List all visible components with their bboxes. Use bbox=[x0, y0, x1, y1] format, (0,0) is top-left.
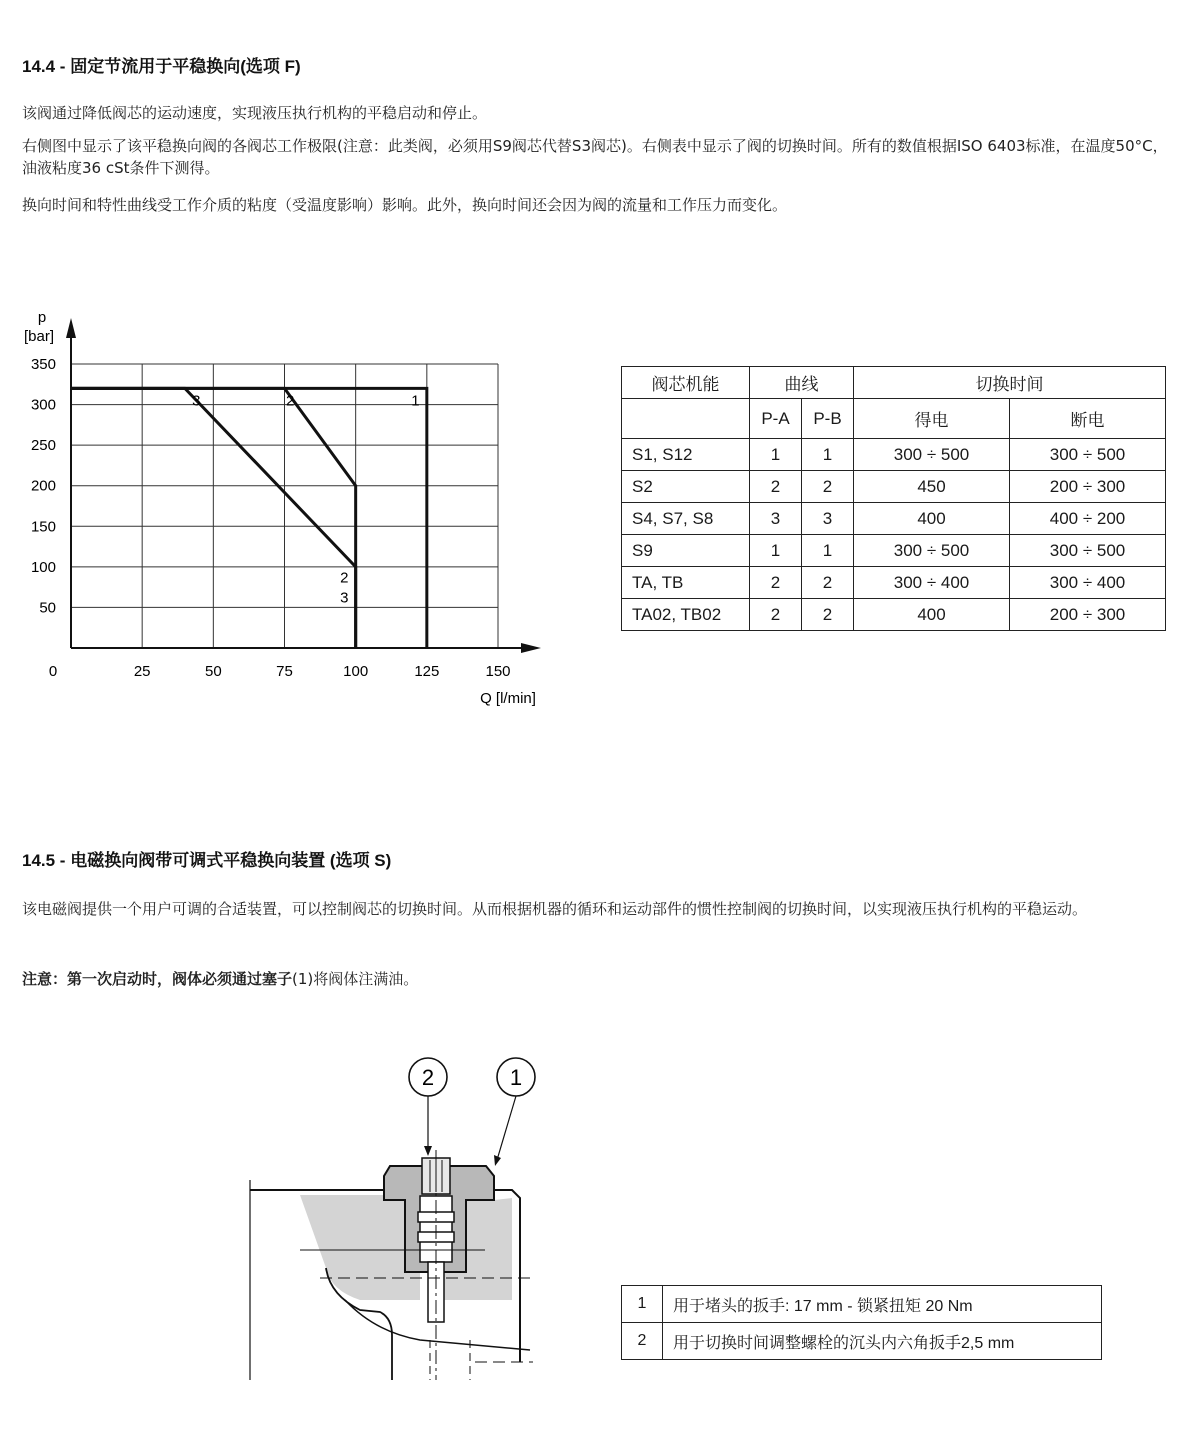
cell-spool: S1, S12 bbox=[622, 439, 750, 471]
cell-energized: 300 ÷ 500 bbox=[854, 535, 1010, 567]
curve-label: 3 bbox=[340, 589, 349, 607]
cell-pb: 2 bbox=[802, 567, 854, 599]
table-row bbox=[622, 535, 1166, 567]
cell-energized: 400 bbox=[854, 503, 1010, 535]
x-tick-label: 50 bbox=[204, 663, 222, 680]
note-first-start bbox=[22, 968, 1172, 990]
x-tick-label: 25 bbox=[133, 663, 151, 680]
cell-energized: 450 bbox=[854, 471, 1010, 503]
table-row bbox=[622, 503, 1166, 535]
valve-section-drawing bbox=[240, 1050, 550, 1385]
body-section-fill bbox=[300, 1195, 420, 1300]
x-tick-label: 125 bbox=[414, 663, 440, 680]
cell-de-energized: 300 ÷ 400 bbox=[1010, 567, 1166, 599]
cell-pa: 2 bbox=[750, 567, 802, 599]
cell-energized: 400 bbox=[854, 599, 1010, 631]
cell-pa: 3 bbox=[750, 503, 802, 535]
header-energized: 得电 bbox=[854, 399, 1010, 439]
y-tick-label: 100 bbox=[30, 558, 56, 576]
cell-energized: 300 ÷ 500 bbox=[854, 439, 1010, 471]
curve-label: 3 bbox=[192, 392, 201, 410]
pressure-flow-chart bbox=[0, 290, 560, 720]
legend-text: 用于切换时间调整螺栓的沉头内六角扳手2,5 mm bbox=[663, 1323, 1102, 1360]
paragraph-solenoid: 该电磁阀提供一个用户可调的合适装置，可以控制阀芯的切换时间。从而根据机器的循环和运动部件的惯性控制阀的切换时间，以实现液压执行机构的平稳运动。 bbox=[22, 900, 1088, 918]
cell-pa: 1 bbox=[750, 535, 802, 567]
section-title-14-5: 14.5 - 电磁换向阀带可调式平稳换向装置 (选项 S) bbox=[22, 851, 392, 870]
chart-series bbox=[71, 388, 427, 648]
callout-1-leader bbox=[497, 1096, 516, 1160]
cell-spool: S2 bbox=[622, 471, 750, 503]
header-pa: P-A bbox=[750, 399, 802, 439]
y-tick-label: 250 bbox=[30, 437, 56, 455]
curve-label: 1 bbox=[411, 392, 420, 410]
legend-text: 用于堵头的扳手: 17 mm - 锁紧扭矩 20 Nm bbox=[663, 1286, 1102, 1323]
header-spool: 阀芯机能 bbox=[622, 367, 750, 399]
table-header-row bbox=[622, 367, 1166, 399]
note-bold: 注意：第一次启动时，阀体必须通过塞子 bbox=[22, 970, 293, 988]
y-axis-label-unit: [bar] bbox=[23, 328, 55, 345]
cell-energized: 300 ÷ 400 bbox=[854, 567, 1010, 599]
chart-grid bbox=[71, 364, 498, 648]
paragraph-viscosity: 换向时间和特性曲线受工作介质的粘度（受温度影响）影响。此外，换向时间还会因为阀的流量和工作压力而变化。 bbox=[22, 196, 788, 214]
header-pb: P-B bbox=[802, 399, 854, 439]
x-axis-arrow bbox=[521, 643, 541, 653]
header-curve: 曲线 bbox=[750, 367, 854, 399]
switching-time-table bbox=[621, 366, 1166, 631]
cell-pa: 2 bbox=[750, 599, 802, 631]
x-tick-label: 75 bbox=[276, 663, 293, 680]
legend-row bbox=[622, 1323, 1102, 1360]
callout-1-label: 1 bbox=[509, 1065, 523, 1090]
curve-label: 2 bbox=[286, 392, 295, 410]
cell-pb: 2 bbox=[802, 471, 854, 503]
section-title-14-4: 14.4 - 固定节流用于平稳换向(选项 F) bbox=[22, 57, 301, 76]
x-axis-label: Q [l/min] bbox=[480, 690, 536, 707]
chart-curve-labels bbox=[192, 393, 420, 607]
table-row bbox=[622, 567, 1166, 599]
header-de-energized: 断电 bbox=[1010, 399, 1166, 439]
header-switch-time: 切换时间 bbox=[854, 367, 1166, 399]
x-tick-label: 100 bbox=[343, 663, 369, 680]
legend-number: 2 bbox=[622, 1323, 663, 1360]
cell-spool: S4, S7, S8 bbox=[622, 503, 750, 535]
cell-pa: 1 bbox=[750, 439, 802, 471]
y-tick-label: 350 bbox=[30, 356, 56, 373]
callout-1-arrow bbox=[494, 1155, 501, 1166]
legend-table bbox=[621, 1285, 1102, 1360]
cell-pb: 1 bbox=[802, 535, 854, 567]
y-axis-label-symbol: p bbox=[37, 309, 47, 326]
paragraph-details: 右侧图中显示了该平稳换向阀的各阀芯工作极限(注意：此类阀，必须用S9阀芯代替S3阀芯)。右侧表中显示了阀的切换时间。所有的数值根据ISO 6403标准，在温度50°C，油液粘度36 cSt条件下测得。 bbox=[22, 137, 1168, 177]
cell-pb: 1 bbox=[802, 439, 854, 471]
paragraph-intro: 该阀通过降低阀芯的运动速度，实现液压执行机构的平稳启动和停止。 bbox=[22, 104, 488, 122]
callout-2-arrow bbox=[424, 1146, 432, 1156]
cell-spool: TA02, TB02 bbox=[622, 599, 750, 631]
x-tick-label: 150 bbox=[485, 663, 511, 680]
cell-pb: 2 bbox=[802, 599, 854, 631]
cell-de-energized: 200 ÷ 300 bbox=[1010, 471, 1166, 503]
cell-spool: S9 bbox=[622, 535, 750, 567]
cell-de-energized: 200 ÷ 300 bbox=[1010, 599, 1166, 631]
y-axis-arrow bbox=[66, 318, 76, 338]
cell-pa: 2 bbox=[750, 471, 802, 503]
cell-de-energized: 300 ÷ 500 bbox=[1010, 439, 1166, 471]
table-row bbox=[622, 599, 1166, 631]
cell-spool: TA, TB bbox=[622, 567, 750, 599]
table-row bbox=[622, 439, 1166, 471]
y-tick-label: 50 bbox=[39, 599, 56, 617]
header-empty bbox=[622, 399, 750, 439]
x-tick-label: 0 bbox=[48, 663, 58, 680]
note-rest: (1)将阀体注满油。 bbox=[292, 970, 419, 988]
y-tick-label: 200 bbox=[30, 477, 56, 495]
callout-2-label: 2 bbox=[421, 1065, 435, 1090]
cell-de-energized: 300 ÷ 500 bbox=[1010, 535, 1166, 567]
legend-row bbox=[622, 1286, 1102, 1323]
cell-pb: 3 bbox=[802, 503, 854, 535]
series-line-1 bbox=[71, 388, 427, 648]
table-row bbox=[622, 471, 1166, 503]
table-subheader-row bbox=[622, 399, 1166, 439]
cell-de-energized: 400 ÷ 200 bbox=[1010, 503, 1166, 535]
y-tick-label: 300 bbox=[30, 396, 56, 414]
y-tick-label: 150 bbox=[30, 518, 56, 536]
legend-number: 1 bbox=[622, 1286, 663, 1323]
curve-label: 2 bbox=[340, 569, 349, 587]
